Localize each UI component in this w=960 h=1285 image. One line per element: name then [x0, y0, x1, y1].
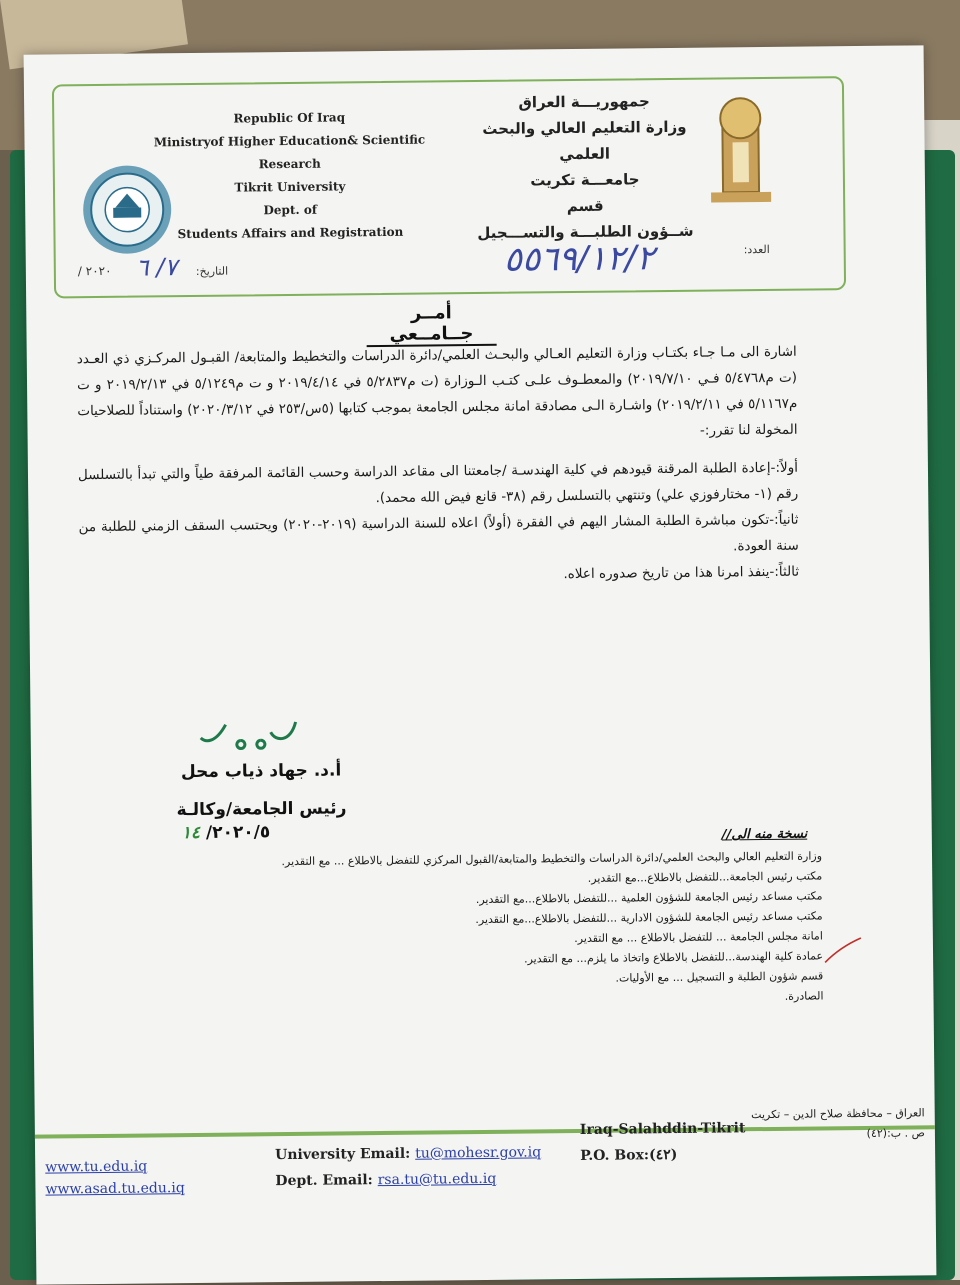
- signature-date-printed: ٢٠٢٠/٥/: [205, 822, 271, 843]
- dept-email-label: Dept. Email:: [275, 1172, 373, 1190]
- copy-item: وزارة التعليم العالي والبحث العلمي/دائرة الدراسات والتخطيط والمتابعة/القبول المركزي للتفضل بالاطلاع ... مع التقدير.: [281, 849, 823, 869]
- pobox-en: P.O. Box:(٤٢): [580, 1146, 678, 1164]
- red-pen-mark-icon: [823, 936, 863, 966]
- signatory-position: رئيس الجامعة/وكالـة: [176, 798, 347, 821]
- dept-email-link[interactable]: rsa.tu@tu.edu.iq: [377, 1170, 497, 1189]
- signature-date: [182, 822, 271, 843]
- handwritten-date: ٧/ ٦: [135, 253, 178, 282]
- ar-line-university: جامعـــة تكريت: [530, 170, 640, 190]
- arabic-letterhead: [454, 88, 716, 247]
- english-letterhead: [134, 105, 445, 246]
- signature-scrawl-icon: [195, 712, 305, 753]
- copy-item: مكتب مساعد رئيس الجامعة للشؤون الادارية ...للتفضل بالاطلاع...مع التقدير.: [475, 909, 823, 927]
- copy-item: امانة مجلس الجامعة ... للتفضل بالاطلاع ... مع التقدير.: [574, 929, 823, 946]
- document-body: [77, 339, 800, 593]
- en-line-university: Tikrit University: [234, 179, 346, 195]
- en-line-ministry: Ministryof Higher Education& Scientific Research: [153, 132, 426, 172]
- date-label: التاريخ:: [195, 264, 229, 278]
- signature-date-handwritten: ١٤: [181, 822, 201, 844]
- en-line-department-name: Students Affairs and Registration: [177, 224, 404, 242]
- uni-email-label: University Email:: [275, 1145, 411, 1164]
- document-title: أمــر جــامــعي: [366, 302, 496, 347]
- copy-item: مكتب مساعد رئيس الجامعة للشؤون العلمية ...للتفضل بالاطلاع...مع التقدير.: [475, 889, 823, 907]
- footer-address-ar: [745, 1103, 925, 1145]
- pobox-ar: ص . ب:(٤٢): [866, 1126, 925, 1140]
- footer-emails: [275, 1139, 542, 1194]
- number-label: العدد:: [743, 242, 770, 257]
- uni-email-link[interactable]: tu@mohesr.gov.iq: [415, 1144, 542, 1162]
- copy-item: عمادة كلية الهندسة...للتفضل بالاطلاع واتخاذ ما يلزم... مع التقدير.: [523, 949, 824, 966]
- university-emblem-icon: [704, 92, 777, 213]
- copy-item: قسم شؤون الطلبة و التسجيل ... مع الأوليات.: [615, 969, 824, 985]
- ar-line-department-name: شــؤون الطلبـــة والتســـجيل: [477, 221, 694, 243]
- address-en: Iraq-Salahddin-Tikrit: [579, 1120, 746, 1138]
- body-first-clause: أولاً:-إعادة الطلبة المرقنة قيودهم في كلية الهندسـة /جامعتنا الى مقاعد الدراسة وحسب القائمة المرفقة طياً والتي تبدأ بالتسلسل رقم (١- مختارفوزي علي) وتنتهي بالتسلسل رقم (٣٨- قانع فيض الله محمد).: [77, 459, 799, 507]
- footer-websites: [45, 1158, 185, 1197]
- en-line-dept: Dept. of: [263, 202, 318, 218]
- address-ar: العراق – محافظة صلاح الدين – تكريت: [751, 1106, 925, 1122]
- ar-line-republic: جمهوريـــة العراق: [518, 92, 650, 112]
- ar-line-ministry: وزارة التعليم العالي والبحث العلمي: [482, 117, 687, 164]
- date-year: ٢٠٢٠ /: [77, 263, 112, 279]
- copy-item: الصادرة.: [784, 989, 824, 1003]
- en-line-republic: Republic Of Iraq: [233, 110, 346, 126]
- copy-item: مكتب رئيس الجامعة...للتفضل بالاطلاع...مع التقدير.: [587, 869, 823, 885]
- footer-address-en: [580, 1115, 746, 1169]
- signatory-block: [131, 751, 392, 830]
- website-link-asad[interactable]: www.asad.tu.edu.iq: [45, 1180, 185, 1198]
- copies-title: نسخة منه الى//: [721, 826, 808, 843]
- website-link-main[interactable]: www.tu.edu.iq: [45, 1158, 148, 1176]
- body-third-clause: ثالثاً:-ينفذ امرنا هذا من تاريخ صدوره اعلاه.: [563, 563, 800, 583]
- body-second-clause: ثانياً:-تكون مباشرة الطلبة المشار اليهم في الفقرة (أولاً) اعلاه للسنة الدراسية (٢٠١٩-٢٠٢٠) ويحتسب السقف الزمني للطلبة من سنة العودة.: [78, 511, 799, 555]
- body-intro: اشارة الى مـا جـاء بكتـاب وزارة التعليم العـالي والبحـث العلمي/دائرة الدراسات والتخطيط والمتابعة/ القبـول المركـزي ذي العـدد (ت م٥/٤٧٦٨ فـي ٢٠١٩/٧/١٠) والمعطـوف علـى كتـب الـوزارة (ت م٥/٢٨٣٧ في ٢٠١٩/٤/١٤ و ت م٥/١٢٤٩ في ٢٠١٩/٢/١٣ و ت م٥/١١٦٧ في ٢٠١٩/٢/١١) واشـارة الـى مصادقة امانة مجلس الجامعة بموجب كتابها (٥س/٢٥٣ في ٢٠٢٠/٣/١٢) واستناداً للصلاحيات المخولة لنا تقرر:-: [76, 343, 798, 439]
- ar-line-dept: قسم: [566, 196, 604, 216]
- handwritten-number: ٥٥٦٩/١٢/٢: [503, 238, 655, 280]
- copies-list: [152, 846, 834, 1013]
- signatory-name: أ.د. جهاد ذياب محل: [180, 760, 342, 783]
- document-sheet: [24, 45, 937, 1284]
